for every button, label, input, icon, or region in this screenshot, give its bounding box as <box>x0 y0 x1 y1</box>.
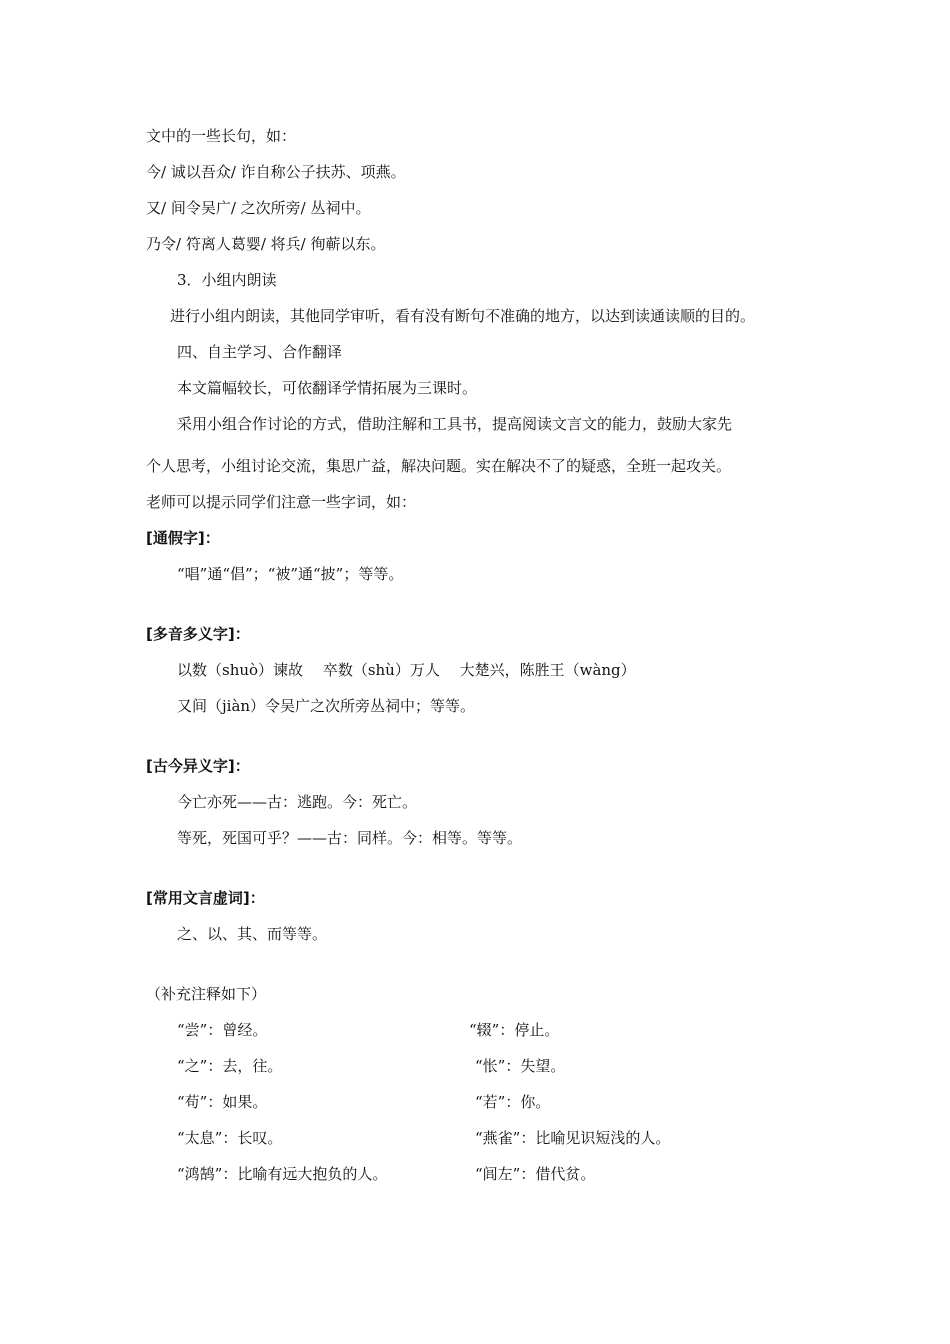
gujin-line-2: 等死，死国可乎？——古：同样。今：相等。等等。 <box>177 829 523 847</box>
sentence-line-2: 又/ 间令吴广/ 之次所旁/ 丛祠中。 <box>146 199 371 217</box>
note-left-4: “太息”：长叹。 <box>177 1129 283 1147</box>
section4-title: 四、自主学习、合作翻译 <box>177 343 343 361</box>
note-left-2: “之”：去，往。 <box>177 1057 283 1075</box>
note-left-1: “尝”：曾经。 <box>177 1021 268 1039</box>
duoyin-line-1: 以数（shuò）谏故 卒数（shù）万人 大楚兴，陈胜王（wàng） <box>177 661 636 679</box>
intro-line: 文中的一些长句，如： <box>146 127 297 145</box>
note-left-5: “鸿鹄”：比喻有远大抱负的人。 <box>177 1165 388 1183</box>
duoyin-line-2: 又间（jiàn）令吴广之次所旁丛祠中；等等。 <box>177 697 476 715</box>
gujin-heading: [古今异义字]： <box>146 757 250 775</box>
section4-paragraph-2-line-2: 个人思考，小组讨论交流，集思广益，解决问题。实在解决不了的疑惑，全班一起攻关。 <box>146 457 732 475</box>
note-right-4: “燕雀”：比喻见识短浅的人。 <box>475 1129 671 1147</box>
sentence-line-3: 乃令/ 符离人葛婴/ 将兵/ 徇蕲以东。 <box>146 235 386 253</box>
section4-paragraph-3: 老师可以提示同学们注意一些字词，如： <box>146 493 417 511</box>
step3-title: 3．小组内朗读 <box>177 271 277 289</box>
gujin-line-1: 今亡亦死——古：逃跑。今：死亡。 <box>177 793 418 811</box>
sentence-line-1: 今/ 诚以吾众/ 诈自称公子扶苏、项燕。 <box>146 163 406 181</box>
xuci-heading: [常用文言虚词]： <box>146 889 265 907</box>
tongjia-heading: [通假字]： <box>146 529 220 547</box>
section4-paragraph-1: 本文篇幅较长，可依翻译学情拓展为三课时。 <box>177 379 478 397</box>
note-left-3: “苟”：如果。 <box>177 1093 268 1111</box>
duoyin-heading: [多音多义字]： <box>146 625 250 643</box>
step3-body: 进行小组内朗读，其他同学审听，看有没有断句不准确的地方，以达到读通读顺的目的。 <box>170 307 756 325</box>
note-right-3: “若”：你。 <box>475 1093 551 1111</box>
note-right-2: “怅”：失望。 <box>475 1057 566 1075</box>
note-right-5: “闾左”：借代贫。 <box>475 1165 596 1183</box>
notes-heading: （补充注释如下） <box>146 985 267 1003</box>
note-right-1: “辍”：停止。 <box>469 1021 560 1039</box>
tongjia-body: “唱”通“倡”；“被”通“披”；等等。 <box>177 565 404 583</box>
section4-paragraph-2-line-1: 采用小组合作讨论的方式，借助注解和工具书，提高阅读文言文的能力，鼓励大家先 <box>177 415 733 433</box>
xuci-body: 之、以、其、而等等。 <box>177 925 328 943</box>
